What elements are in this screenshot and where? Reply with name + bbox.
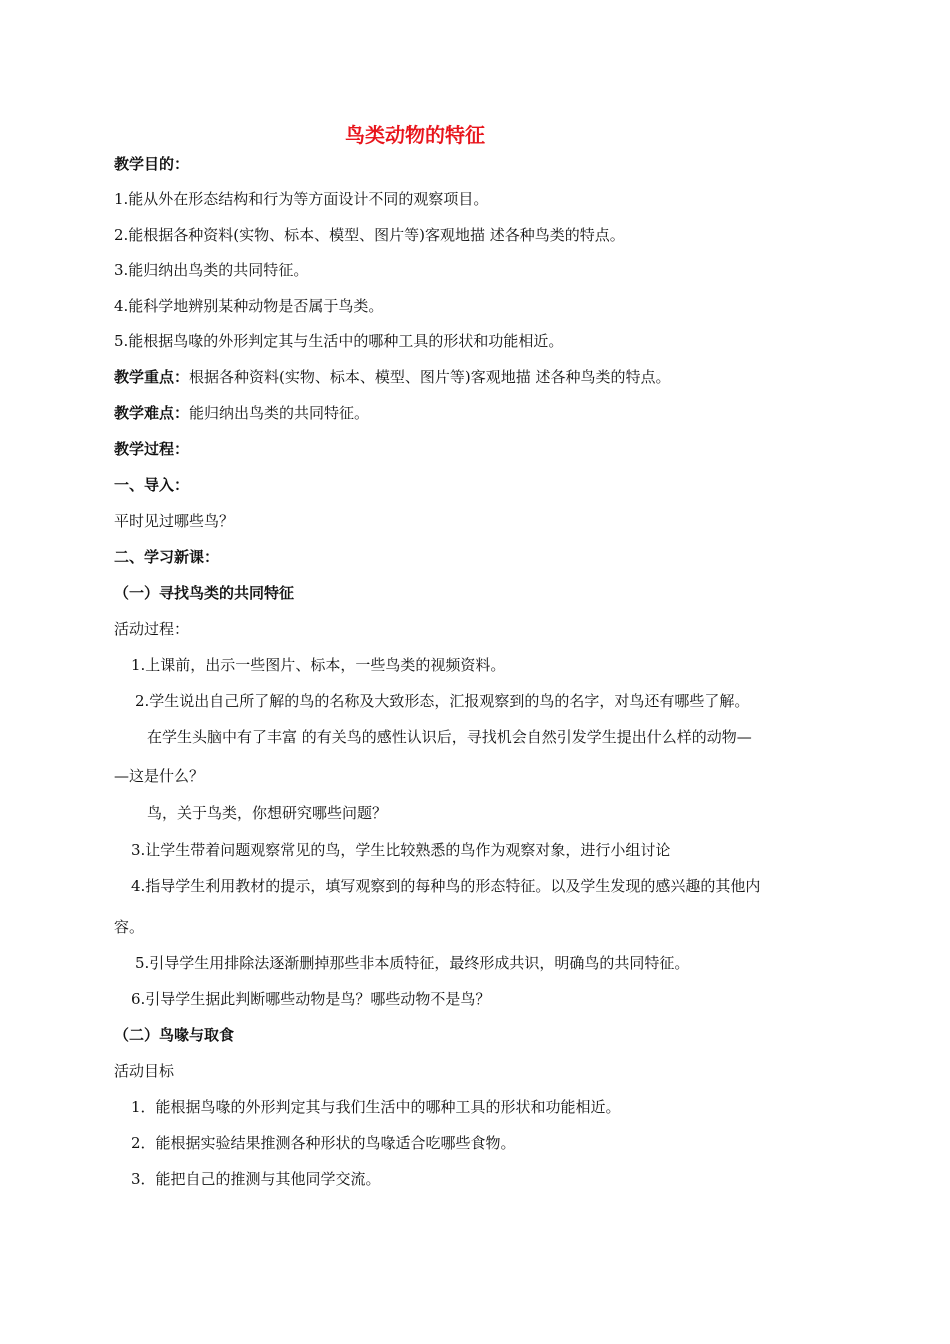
- goal-item: 2．能根据实验结果推测各种形状的鸟喙适合吃哪些食物。: [131, 1134, 516, 1152]
- intro-heading: 一、导入：: [114, 476, 190, 494]
- step-item-continued: 容。: [114, 918, 145, 936]
- step-item: 4.指导学生利用教材的提示，填写观察到的每种鸟的形态特征。以及学生发现的感兴趣的其他内: [131, 877, 761, 895]
- goal-item: 3．能把自己的推测与其他同学交流。: [131, 1170, 381, 1188]
- goal-label: 活动目标: [114, 1062, 175, 1080]
- intro-text: 平时见过哪些鸟？: [114, 512, 235, 530]
- objective-item: 3.能归纳出鸟类的共同特征。: [114, 261, 309, 279]
- difficulty-text: 能归纳出鸟类的共同特征。: [189, 404, 370, 422]
- objective-item: 1.能从外在形态结构和行为等方面设计不同的观察项目。: [114, 190, 489, 208]
- step-item: 3.让学生带着问题观察常见的鸟，学生比较熟悉的鸟作为观察对象，进行小组讨论: [131, 841, 671, 859]
- paragraph-line: 在学生头脑中有了丰富 的有关鸟的感性认识后，寻找机会自然引发学生提出什么样的动物—: [147, 728, 752, 746]
- part1-heading: （一）寻找鸟类的共同特征: [114, 584, 295, 602]
- objective-item: 2.能根据各种资料(实物、标本、模型、图片等)客观地描 述各种鸟类的特点。: [114, 226, 625, 244]
- objectives-heading: 教学目的：: [114, 155, 190, 173]
- objective-item: 4.能科学地辨别某种动物是否属于鸟类。: [114, 297, 384, 315]
- step-item: 2.学生说出自己所了解的鸟的名称及大致形态，汇报观察到的鸟的名字，对鸟还有哪些了解。: [135, 692, 750, 710]
- key-point: [114, 366, 671, 388]
- step-item: 5.引导学生用排除法逐渐删掉那些非本质特征，最终形成共识，明确鸟的共同特征。: [135, 954, 690, 972]
- paragraph-line: —这是什么？: [114, 767, 205, 785]
- step-item: 6.引导学生据此判断哪些动物是鸟？哪些动物不是鸟？: [131, 990, 491, 1008]
- part2-heading: （二）鸟喙与取食: [114, 1026, 235, 1044]
- key-point-text: 根据各种资料(实物、标本、模型、图片等)客观地描 述各种鸟类的特点。: [189, 368, 671, 386]
- difficulty: [114, 402, 369, 424]
- document-title: 鸟类动物的特征: [345, 123, 485, 147]
- activity-label: 活动过程：: [114, 620, 190, 638]
- new-lesson-heading: 二、学习新课：: [114, 548, 220, 566]
- difficulty-label: 教学难点：: [114, 404, 190, 422]
- objective-item: 5.能根据鸟喙的外形判定其与生活中的哪种工具的形状和功能相近。: [114, 332, 564, 350]
- step-item: 1.上课前，出示一些图片、标本，一些鸟类的视频资料。: [131, 656, 506, 674]
- paragraph: 鸟，关于鸟类，你想研究哪些问题？: [147, 804, 388, 822]
- process-heading: 教学过程：: [114, 440, 190, 458]
- goal-item: 1．能根据鸟喙的外形判定其与我们生活中的哪种工具的形状和功能相近。: [131, 1098, 621, 1116]
- key-point-label: 教学重点：: [114, 368, 190, 386]
